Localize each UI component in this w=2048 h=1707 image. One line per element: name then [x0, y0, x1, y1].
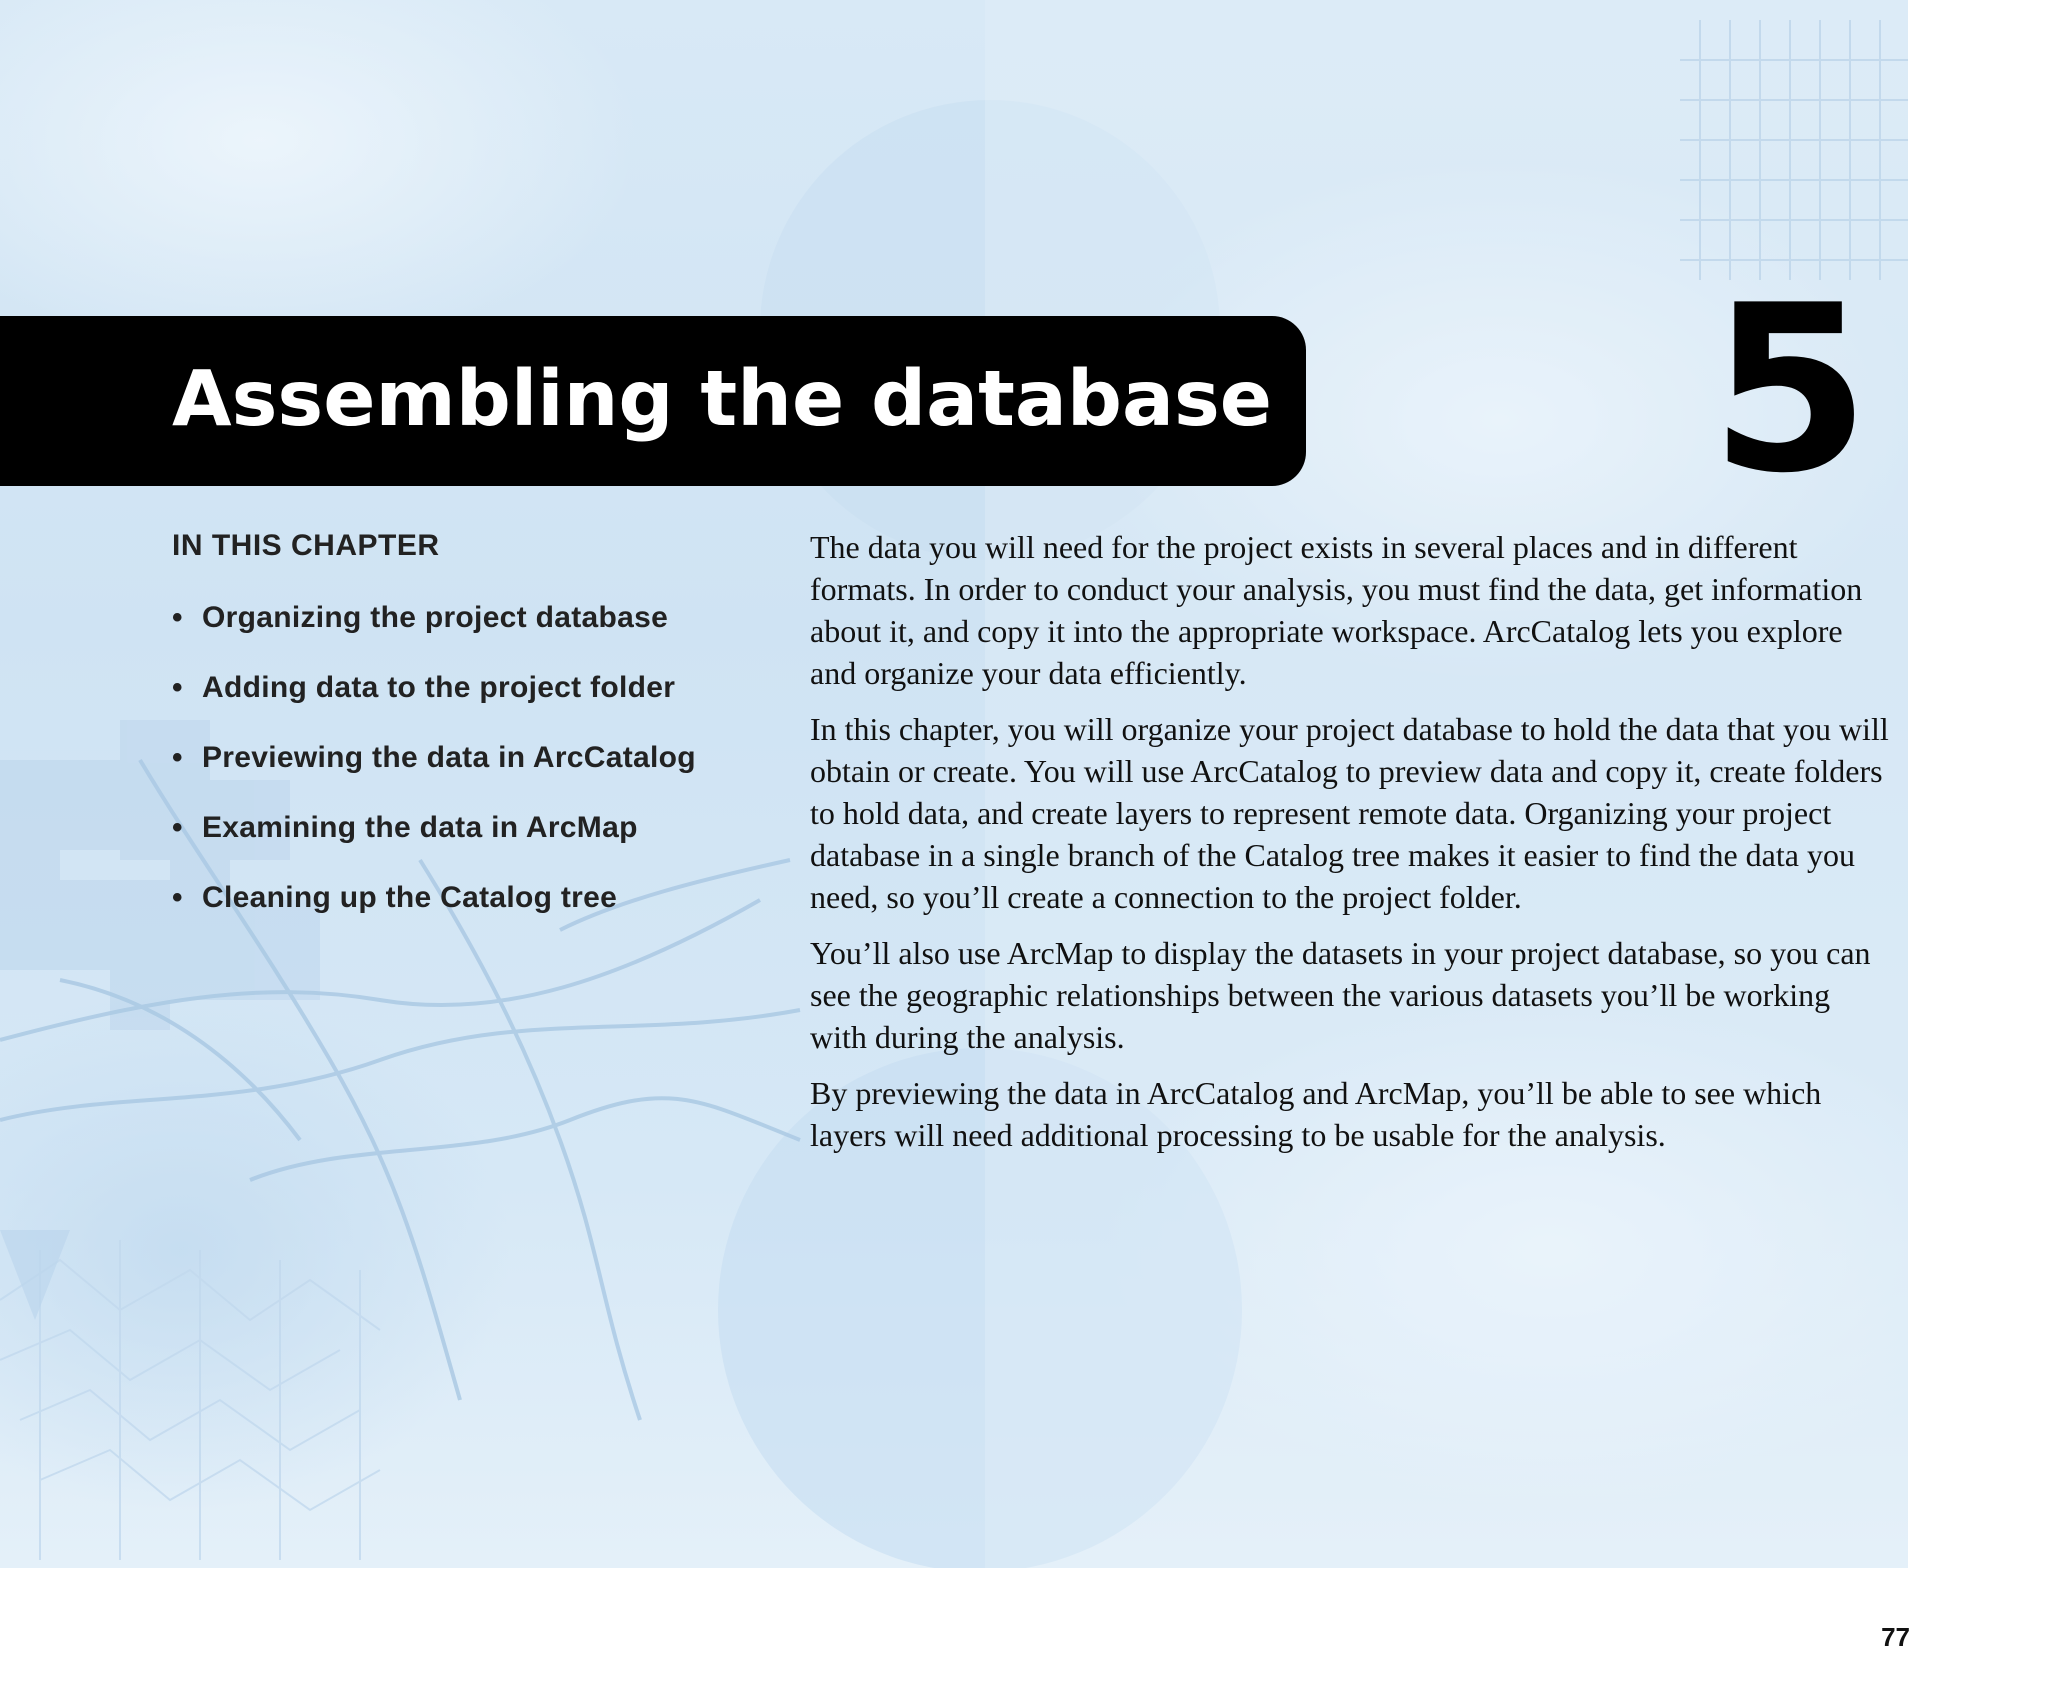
chapter-topic-item	[172, 598, 696, 668]
chapter-topic-label: Adding data to the project folder	[202, 671, 676, 704]
chapter-topic-item	[172, 738, 696, 808]
bullet-icon: •	[172, 881, 183, 914]
chapter-topic-label: Previewing the data in ArcCatalog	[202, 741, 696, 774]
in-this-chapter-heading: IN THIS CHAPTER	[172, 529, 440, 562]
chapter-topic-label: Examining the data in ArcMap	[202, 811, 638, 844]
body-paragraph: In this chapter, you will organize your project database to hold the data that you will obtain or create. You will use ArcCatalog to preview data and copy it, create folders to hold data, and create layers to represent remote data. Organizing your project database in a single branch of the Catalog tree makes it easier to find the data you need, so you’ll create a connection to the project folder.	[810, 711, 1889, 915]
bullet-icon: •	[172, 811, 183, 844]
chapter-introduction	[810, 526, 1890, 1170]
chapter-topic-item	[172, 668, 696, 738]
body-paragraph: You’ll also use ArcMap to display the datasets in your project database, so you can see the geographic relationships between the various datasets you’ll be working with during the analysis.	[810, 935, 1871, 1055]
chapter-topic-item	[172, 878, 696, 948]
body-paragraph: By previewing the data in ArcCatalog and ArcMap, you’ll be able to see which layers will need additional processing to be usable for the analysis.	[810, 1075, 1822, 1153]
page-number: 77	[1881, 1622, 1910, 1652]
bullet-icon: •	[172, 671, 183, 704]
chapter-topic-list	[172, 598, 696, 948]
bullet-icon: •	[172, 601, 183, 634]
chapter-number: 5	[1709, 257, 1871, 524]
chapter-topic-item	[172, 808, 696, 878]
chapter-title: Assembling the database	[172, 355, 1272, 444]
chapter-topic-label: Cleaning up the Catalog tree	[202, 881, 618, 914]
body-paragraph: The data you will need for the project exists in several places and in different formats. In order to conduct your analysis, you must find the data, get information about it, and copy it into the appropriate workspace. ArcCatalog lets you explore and organize your data efficiently.	[810, 529, 1863, 691]
chapter-topic-label: Organizing the project database	[202, 601, 669, 634]
bullet-icon: •	[172, 741, 183, 774]
